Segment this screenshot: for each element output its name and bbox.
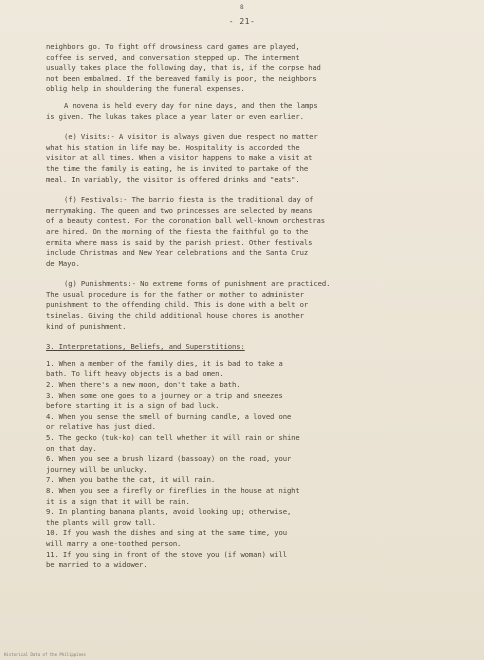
belief-line: 4. When you sense the smell of burning candle, a loved one [46,411,292,421]
text-line: tsinelas. Giving the child additional house chores is another [46,311,304,321]
text-line: not been embalmed. If the bereaved family is poor, the neighbors [46,73,317,83]
text-line: (e) Visits:- A visitor is always given due respect no matter [64,132,318,142]
belief-line: 9. In planting banana plants, avoid looking up; otherwise, [46,507,292,517]
text-line: merrymaking. The queen and two princesses are selected by means [46,205,313,215]
text-line: meal. In variably, the visitor is offered drinks and "eats". [46,174,300,184]
belief-line: 5. The gecko (tuk-ko) can tell whether it will rain or shine [46,433,300,442]
text-line: of a beauty contest. For the coronation ball well-known orchestras [46,216,325,226]
text-line: (g) Punishments:- No extreme forms of punishment are practiced. [64,279,331,289]
belief-line: journey will be unlucky. [46,464,148,474]
belief-line: it is a sign that it will be rain. [46,496,190,506]
text-line: A novena is held every day for nine days, and then the lamps [64,100,318,110]
paragraph-visits [46,132,438,185]
belief-line: 1. When a member of the family dies, it is bad to take a [46,358,283,368]
text-line: kind of punishment. [46,321,127,331]
text-line: usually takes place the following day, that is, if the corpse had [46,63,321,73]
beliefs-list [46,359,438,571]
text-line: visitor at all times. When a visitor happens to make a visit at [46,153,313,163]
belief-line: the plants will grow tall. [46,517,156,527]
document-body [46,42,438,571]
text-line: punishment to the offending child. This is done with a belt or [46,300,309,310]
belief-line: 3. When some one goes to a journey or a trip and sneezes [46,390,283,400]
archive-footer: Historical Data of the Philippines [4,652,86,657]
text-line: is given. The lukas takes place a year later or even earlier. [46,111,304,121]
text-line: oblig help in shouldering the funeral expenses. [46,84,245,94]
text-line: the time the family is eating, he is invited to partake of the [46,163,309,173]
belief-line: will marry a one-toothed person. [46,538,182,548]
text-line: coffee is served, and conversation stepped up. The interment [46,52,300,62]
paragraph-intro [46,42,438,95]
text-line: (f) Festivals:- The barrio fiesta is the traditional day of [64,195,314,205]
belief-line: 6. When you see a brush lizard (bassoay) on the road, your [46,454,292,464]
text-line: what his station in life may be. Hospitality is accorded the [46,142,300,152]
paragraph-novena [46,101,438,122]
belief-line: 10. If you wash the dishes and sing at the same time, you [46,528,287,538]
belief-line: be married to a widower. [46,560,148,570]
text-line: The usual procedure is for the father or mother to administer [46,289,304,299]
belief-line: 11. If you sing in front of the stove you (if woman) will [46,549,287,559]
belief-line: before starting it is a sign of bad luck. [46,401,220,411]
section-heading: 3. Interpretations, Beliefs, and Superstitions: [46,342,245,352]
text-line: ermita where mass is said by the parish priest. Other festivals [46,237,313,247]
belief-line: bath. To lift heavy objects is a bad omen. [46,369,224,379]
paragraph-festivals [46,195,438,269]
belief-line: or relative has just died. [46,422,156,432]
belief-line: 7. When you bathe the cat, it will rain. [46,475,216,485]
belief-line: 8. When you see a firefly or fireflies in the house at night [46,485,300,495]
page-mark: 8 [240,4,244,11]
page-number: - 21- [228,17,256,26]
text-line: neighbors go. To fight off drowsiness card games are played, [46,42,300,51]
text-line: include Christmas and New Year celebrations and the Santa Cruz [46,248,309,258]
paragraph-punishments [46,279,438,332]
belief-line: on that day. [46,443,97,453]
belief-line: 2. When there's a new moon, don't take a bath. [46,380,241,390]
text-line: are hired. On the morning of the fiesta the faithful go to the [46,226,309,236]
text-line: de Mayo. [46,258,80,268]
